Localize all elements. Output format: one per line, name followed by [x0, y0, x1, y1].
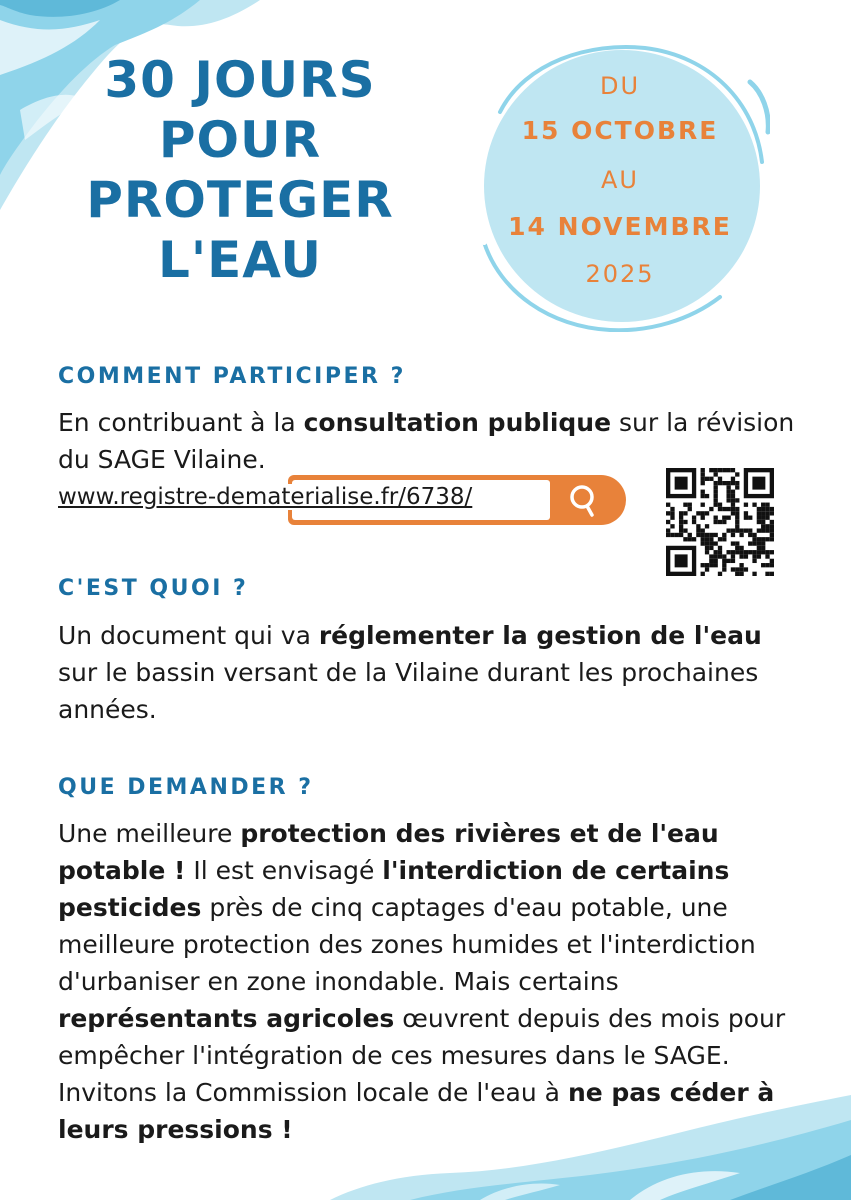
qr-code[interactable]	[666, 468, 774, 576]
what-text	[58, 617, 798, 728]
ask-text-part: Une meilleure	[58, 819, 241, 848]
registry-link[interactable]: www.registre-dematerialise.fr/6738/	[58, 484, 476, 510]
heading-participate: COMMENT PARTICIPER ?	[58, 364, 406, 389]
participate-text	[58, 404, 798, 478]
date-year: 2025	[585, 260, 655, 288]
heading-ask: QUE DEMANDER ?	[58, 775, 314, 800]
ask-text-bold: l'interdiction de certains pesticides	[58, 856, 730, 922]
participate-text-part: En contribuant à la	[58, 408, 304, 437]
what-text-bold: réglementer la gestion de l'eau	[318, 621, 762, 650]
title-line-2: POUR	[158, 111, 322, 169]
what-text-part: sur le bassin versant de la Vilaine durant les prochaines années.	[58, 658, 759, 724]
date-au: AU	[601, 166, 639, 194]
date-end: 14 NOVEMBRE	[508, 212, 732, 241]
ask-text-bold: représentants agricoles	[58, 1004, 395, 1033]
ask-text	[58, 815, 818, 1148]
ask-text-part: œuvrent depuis des mois pour empêcher l'intégration de ces mesures dans le SAGE. Invitons la Commission locale de l'eau à	[58, 1004, 786, 1107]
ask-text-part: Il est envisagé	[185, 856, 383, 885]
ask-text-bold: protection des rivières et de l'eau potable !	[58, 819, 719, 885]
date-du: DU	[599, 72, 641, 100]
title-line-4: L'EAU	[157, 231, 323, 289]
page-title	[40, 50, 440, 290]
heading-what: C'EST QUOI ?	[58, 576, 249, 601]
what-text-part: Un document qui va	[58, 621, 319, 650]
title-line-3: PROTEGER	[86, 171, 394, 229]
participate-text-bold: consultation publique	[303, 408, 612, 437]
participate-text-part: sur la révision du SAGE Vilaine.	[58, 408, 795, 474]
date-start: 15 OCTOBRE	[521, 116, 719, 145]
title-line-1: 30 JOURS	[104, 51, 376, 109]
ask-text-bold: ne pas céder à leurs pressions !	[58, 1078, 775, 1144]
ask-text-part: près de cinq captages d'eau potable, une meilleure protection des zones humides et l'interdiction d'urbaniser en zone inondable. Mais certains	[58, 893, 756, 996]
